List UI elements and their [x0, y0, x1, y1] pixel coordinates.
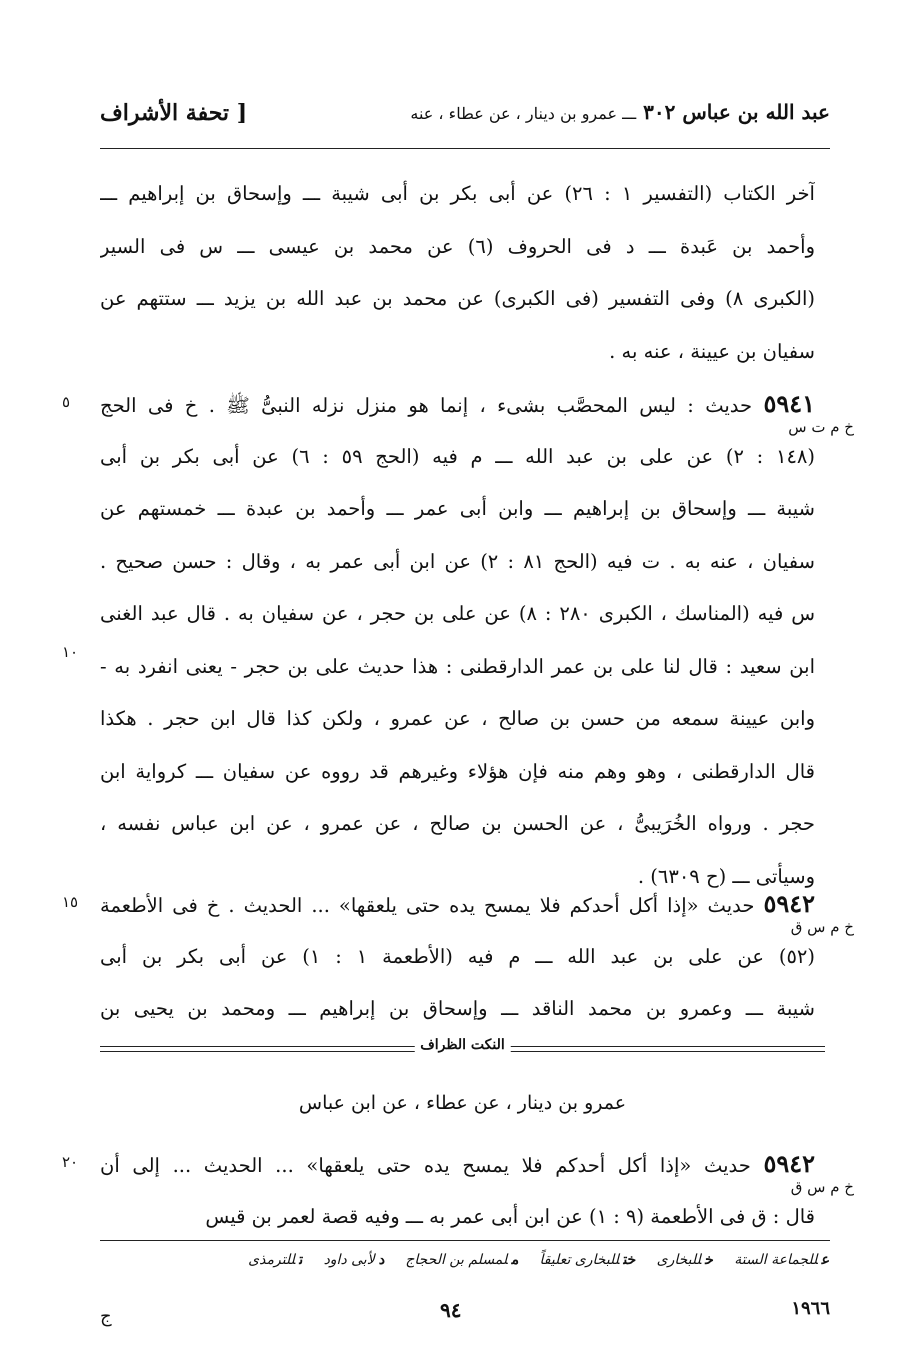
text-line: س فيه (المناسك ، الكبرى ٢٨٠ : ٨) عن على بن حجر ، عن سفيان به . قال عبد الغنى [100, 602, 815, 625]
abbreviation-item: تللترمذى [248, 1252, 304, 1268]
volume-code: ١٩٦٦ [791, 1298, 830, 1319]
divider-label: النكت الظراف [414, 1037, 511, 1053]
margin-source-codes: خ م س ق [790, 918, 854, 936]
margin-source-codes: خ م س ق [790, 1178, 854, 1196]
hadith-5942 [100, 878, 815, 1036]
text-line: حجر . ورواه الخُرَيبىُّ ، عن الحسن بن صالح ، عن عمرو ، عن ابن عباس نفسه ، [100, 812, 815, 835]
text-line: سفيان بن عيينة ، عنه به . [609, 339, 815, 363]
text-line: وأحمد بن عَبدة ـــ د فى الحروف (٦) عن محمد بن عيسى ـــ س فى السير [100, 234, 815, 258]
margin-source-codes: خ م ت س [788, 418, 854, 436]
continuation-block [100, 168, 815, 378]
text-line: وسيأتى ـــ (ح ٦٣٠٩) . [637, 864, 815, 888]
text-line: قال الدارقطنى ، وهو وهم منه فإن هؤلاء وغيرهم قد رووه عن سفيان ـــ كرواية ابن [100, 759, 815, 783]
abbreviation-item: عللجماعة الستة [734, 1252, 830, 1268]
hadith-first-line [100, 878, 815, 931]
page-number: ٩٤ [440, 1298, 462, 1322]
text-line: حديث : ليس المحصَّب بشىء ، إنما هو منزل نزله النبىُّ ﷺ . خ فى الحج [100, 394, 753, 417]
footer-rule [100, 1240, 830, 1241]
hadith-first-line [100, 378, 815, 431]
running-head-main: عبد الله بن عباس ٣٠٢ [643, 100, 830, 124]
running-head [100, 100, 830, 140]
text-line: قال : ق فى الأطعمة (٩ : ١) عن ابن أبى عمر به ـــ وفيه قصة لعمر بن قيس [205, 1204, 815, 1228]
text-line: آخر الكتاب (التفسير ١ : ٢٦) عن أبى بكر بن أبى شيبة ـــ وإسحاق بن إبراهيم ـــ [100, 182, 815, 205]
text-line: شيبة ـــ وإسحاق بن إبراهيم ـــ وابن أبى عمر ـــ وأحمد بن عبدة ـــ خمستهم عن [100, 497, 815, 520]
margin-line-number: ٢٠ [62, 1153, 79, 1171]
text-line: وابن عيينة سمعه من حسن بن صالح ، عن عمرو ، ولكن كذا قال ابن حجر . هكذا [100, 707, 815, 730]
hadith-first-line [100, 1138, 815, 1191]
margin-line-number: ١٥ [62, 893, 79, 911]
abbreviation-item: دلأبى داود [323, 1252, 385, 1268]
hadith-number: ٥٩٤٢ [763, 1149, 815, 1178]
text-line: (٥٢) عن على بن عبد الله ـــ م فيه (الأطعمة ١ : ١) عن أبى بكر بن أبى [100, 944, 815, 968]
hadith-number: ٥٩٤٢ [763, 889, 815, 918]
text-line: (١٤٨ : ٢) عن على بن عبد الله ـــ م فيه (الحج ٥٩ : ٦) عن أبى بكر بن أبى [100, 444, 815, 468]
section-subheading: عمرو بن دينار ، عن عطاء ، عن ابن عباس [298, 1092, 627, 1114]
hadith-5941 [100, 378, 815, 903]
section-divider [100, 1037, 825, 1057]
abbreviation-legend [100, 1252, 830, 1268]
signature-mark: ج [100, 1306, 112, 1327]
book-title: [ تحفة الأشراف [100, 100, 248, 126]
abbreviation-item: خللبخارى [656, 1252, 714, 1268]
running-head-title [410, 100, 830, 124]
text-line: ابن سعيد : قال لنا على بن عمر الدارقطنى : هذا حديث على بن حجر - يعنى انفرد به - [100, 654, 815, 678]
hadith-number: ٥٩٤١ [763, 389, 815, 418]
text-line: سفيان ، عنه به . ت فيه (الحج ٨١ : ٢) عن ابن أبى عمر به ، وقال : حسن صحيح . [100, 549, 815, 573]
nukat-hadith-5942 [100, 1138, 815, 1243]
running-head-subtitle: ـــ عمرو بن دينار ، عن عطاء ، عنه [410, 104, 637, 123]
margin-line-number: ٥ [62, 393, 71, 411]
abbreviation-item: ملمسلم بن الحجاج [405, 1252, 520, 1268]
margin-line-number: ١٠ [62, 643, 79, 661]
text-line: (الكبرى ٨) وفى التفسير (فى الكبرى) عن محمد بن عبد الله بن يزيد ـــ ستتهم عن [100, 287, 815, 310]
abbreviation-item: ختللبخارى تعليقاً [539, 1252, 637, 1268]
text-line: حديث «إذا أكل أحدكم فلا يمسح يده حتى يلعقها» ... الحديث . خ فى الأطعمة [100, 894, 755, 917]
header-rule [100, 148, 830, 149]
text-line: شيبة ـــ وعمرو بن محمد الناقد ـــ وإسحاق بن إبراهيم ـــ ومحمد بن يحيى بن [100, 997, 815, 1020]
text-line: حديث «إذا أكل أحدكم فلا يمسح يده حتى يلعقها» ... الحديث ... إلى أن [100, 1154, 751, 1177]
